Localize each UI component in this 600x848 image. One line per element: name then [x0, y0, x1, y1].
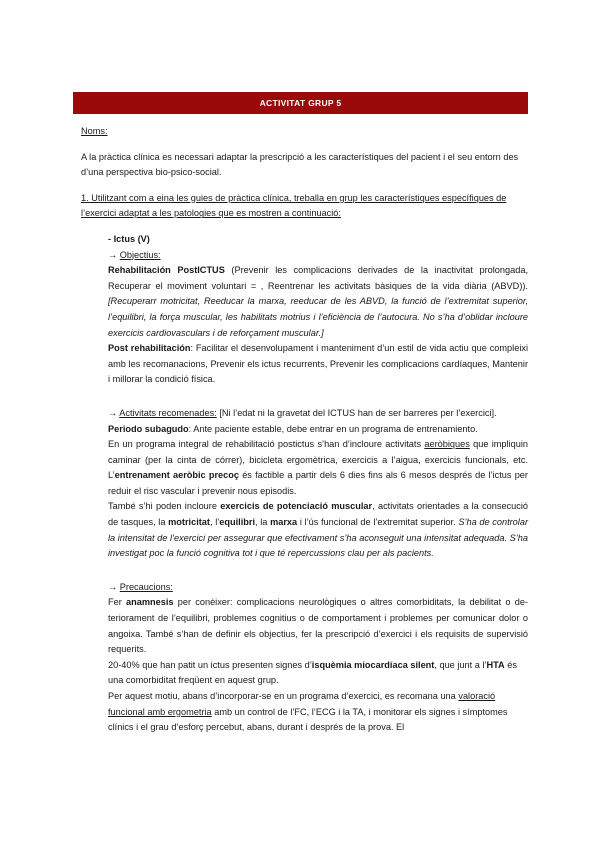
arrow-icon: → [108, 249, 118, 260]
post-rehab-text: : Facilitar el desenvolupament i manteniment d’un estil de vida actiu que compleixi amb les recomanacions, Prevenir els ictus recurrents, Prevenir les complicacions cardíaques, Mantenir i millorar la condició física. [108, 343, 528, 385]
arrow-icon: → [108, 407, 118, 418]
objectives-section [81, 248, 528, 736]
document-body [81, 124, 528, 736]
text-run: , la [255, 517, 271, 528]
intro-paragraph: A la pràctica clínica es necessari adaptar la prescripció a les característiques del pacient i el seu entorn des d’una perspectiva bio-psico-social. [81, 151, 519, 178]
rehab-italic-note: [Recuperarr motricitat, Reeducar la marxa, reeducar de les ABVD, la funció de l’extremitat superior, l’equilibri, la força muscular, les habilitats motrius i l’eficiència de l’autocura. No s’ha d’oblidar incloure exercicis cardiovasculars i de reforçament muscular.] [108, 296, 528, 338]
text-run: és una comorbiditat freqüent en aquest grup. [108, 659, 517, 686]
objectives-heading-text: Objectius: [119, 249, 161, 260]
precautions-paragraph-3 [108, 689, 528, 736]
text-run: , que junt a l’ [434, 659, 487, 670]
section-title: - Ictus (V) [108, 233, 150, 244]
rehab-text: (Prevenir les complicacions derivades de la inactivitat prolongada, Recuperar el moviment voluntari = , Reentrenar les activitats bàsiques de la vida diària (ABVD)). [108, 265, 528, 291]
precautions-heading [108, 580, 528, 596]
bold-text: motricitat [168, 517, 210, 528]
text-run: En un programa integral de rehabilitació postictus s’han d’incloure activitats [108, 439, 425, 450]
activity-title-banner: ACTIVITAT GRUP 5 [73, 92, 528, 114]
underlined-text: valoració funcional amb ergometria [108, 691, 496, 717]
post-rehab-label: Post rehabilitación [108, 343, 191, 354]
text-run: , l’ [209, 517, 220, 528]
text-run: , activitats orientades a la consecució de tasques, la [108, 501, 528, 528]
bold-text: exercicis de potenciació muscular [220, 501, 373, 512]
noms-label: Noms: [81, 126, 108, 136]
subagudo-label: Periodo subagudo [108, 423, 189, 434]
activities-heading-text: Activitats recomenades: [119, 407, 217, 418]
precautions-paragraph-1 [108, 595, 528, 657]
text-run: és factible a partir dels 6 dies fins als 6 mesos després de l’ictus per reduir el risc vascular i prevenir nous episodis. [108, 470, 528, 496]
bold-text: marxa [270, 517, 298, 528]
precautions-heading-text: Precaucions: [119, 581, 173, 592]
text-run: Fer [108, 597, 127, 608]
text-run: per conèixer: complicacions neurològiques o altres comorbiditats, la debilitat o de- teriorament de l’equilibri, problemes cognitius o de comportament i problemes per comunicar dolor o angoixa. També s’han de definir els objectius, fer la prescripció d’exercici i els requisits de supervisió requerits. [108, 597, 528, 655]
objectives-heading [108, 248, 528, 264]
subagudo-text: : Ante paciente estable, debe entrar en un programa de entrenamiento. [188, 423, 478, 434]
text-run: També s’hi poden incloure [108, 501, 221, 512]
text-run: amb un control de l’FC, l’ECG i la TA, i monitorar els signes i símptomes clínics i el grau d’esforç percebut, abans, durant i després de la prova. El [108, 706, 508, 733]
bold-text: HTA [486, 659, 505, 670]
italic-note: S’ha de controlar la intensitat de l’exercici per assegurar que efectivament s’ha aconseguit una intensitat adequada. S’ha investigat poc la funció cognitiva tot i que té repercussions clau per als pacients. [108, 517, 528, 559]
text-run: i l’ús funcional de l’extremitat superior. [297, 517, 459, 528]
bold-text: entrenament aeròbic precoç [114, 470, 239, 481]
text-run: que impliquin caminar (per la cinta de córrer), bicicleta ergomètrica, exercicis a l’aigua, exercicis funcionals, etc. L’ [108, 439, 528, 481]
activities-paragraph-2 [108, 499, 528, 561]
bold-text: isquèmia miocardíaca silent [311, 659, 435, 670]
underlined-text: aeròbiques [424, 439, 470, 450]
text-run: 20-40% que han patit un ictus presenten signes d’ [108, 659, 312, 670]
subagudo-paragraph [108, 422, 528, 438]
activities-heading-note: [Ni l’edat ni la gravetat del ICTUS han de ser barreres per l’exercici]. [216, 407, 497, 418]
rehab-paragraph [108, 263, 528, 341]
precautions-paragraph-2 [108, 658, 528, 689]
activities-heading [108, 406, 528, 422]
text-run: Per aquest motiu, abans d’incorporar-se en un programa d’exercici, es recomana una [108, 691, 459, 701]
bold-text: equilibri [219, 517, 256, 528]
post-rehab-paragraph [108, 341, 528, 388]
rehab-label: Rehabilitación PostICTUS [108, 265, 225, 276]
activities-paragraph-1 [108, 437, 528, 499]
bold-text: anamnesis [126, 597, 174, 608]
task-statement: 1. Utilitzant com a eina les guies de pràctica clínica, treballa en grup les característiques específiques de l’exercici adaptat a les patologies que es mostren a continuació: [81, 192, 507, 219]
arrow-icon: → [108, 581, 118, 592]
